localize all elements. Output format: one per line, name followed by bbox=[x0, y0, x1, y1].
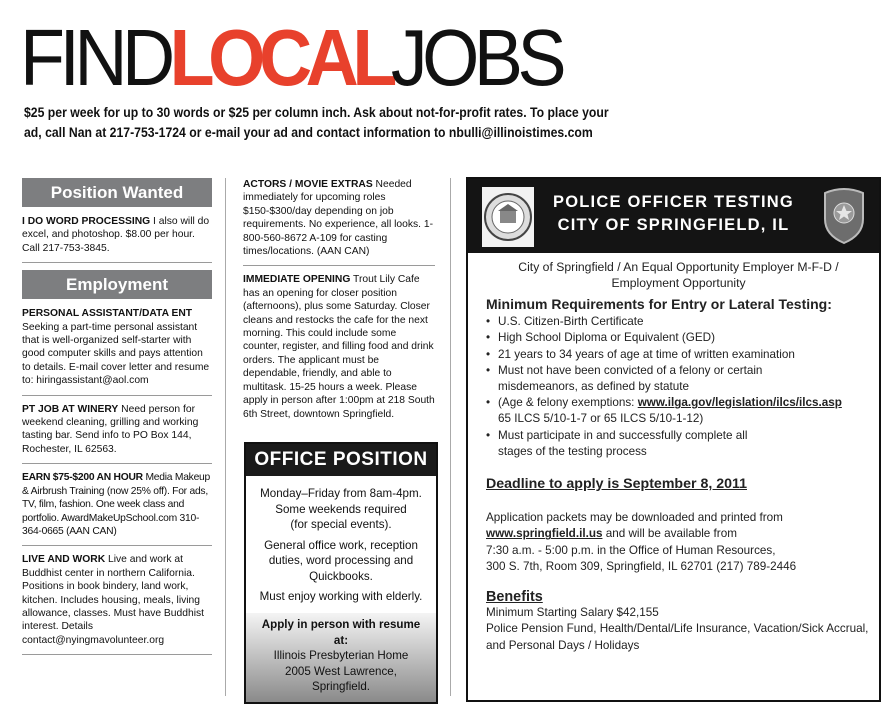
employer-line-2: Employment Opportunity bbox=[611, 276, 746, 290]
ad-lead: PT JOB AT WINERY bbox=[22, 403, 119, 415]
column-divider bbox=[225, 178, 226, 696]
employer-statement bbox=[486, 259, 871, 291]
police-ad-body bbox=[486, 259, 871, 654]
employer-line-1: City of Springfield / An Equal Opportunity Employer M-F-D / bbox=[518, 260, 839, 274]
column-divider bbox=[450, 178, 451, 696]
ad-lead: LIVE AND WORK bbox=[22, 554, 106, 566]
ad-body: Seeking a part-time personal assistant that is well-organized self-starter with good computer skills and pays attention to details. E-mail cover letter and resume to: hiringassistant@aol.com bbox=[22, 321, 210, 387]
felony-line-2: misdemeanors, as defined by statute bbox=[498, 380, 690, 394]
stages-line-1: • Must participate in and successfully complete all bbox=[498, 428, 748, 442]
benefits-heading: Benefits bbox=[486, 589, 543, 606]
application-info bbox=[486, 510, 871, 575]
ad-lead: I DO WORD PROCESSING bbox=[22, 216, 151, 227]
police-testing-ad bbox=[466, 177, 881, 702]
city-seal-icon bbox=[482, 187, 534, 247]
ad-body: Needed immediately for upcoming roles $150-$300/day depending on job requirements. No experience, all looks. 1-800-560-8672 A-109 for casting times/locations. (AAN CAN) bbox=[243, 179, 434, 258]
exemptions-statutes: 65 ILCS 5/10-1-7 or 65 ILCS 5/10-1-12) bbox=[498, 412, 704, 426]
ilga-link[interactable]: www.ilga.gov/legislation/ilcs/ilcs.asp bbox=[637, 396, 842, 410]
employment-heading: Employment bbox=[22, 270, 212, 299]
classified-ad bbox=[22, 215, 212, 263]
classifieds-column-1 bbox=[22, 178, 212, 662]
classified-ad bbox=[243, 273, 435, 427]
felony-line-1: • Must not have been convicted of a felony or certain bbox=[498, 363, 763, 377]
office-apply-box bbox=[246, 613, 436, 702]
office-ad-title: OFFICE POSITION bbox=[246, 444, 436, 476]
ad-body: Trout Lily Cafe has an opening for closer position (afternoons), plus some Saturday. Closer cleans and restocks the cafe for the next morning. This could include some counter, register, and filling food and drink orders. The applicant must be dependable, friendly, and able to multitask. 15-25 hours a week. Please apply in person after 1:00pm at 218 South 6th Street, downtown Springfield. bbox=[243, 274, 435, 420]
office-city: Springfield. bbox=[311, 680, 370, 693]
springfield-link[interactable]: www.springfield.il.us bbox=[486, 527, 603, 541]
office-apply: Apply in person with resume at: bbox=[261, 618, 421, 647]
ad-lead: ACTORS / MOVIE EXTRAS bbox=[243, 179, 373, 190]
police-ad-title bbox=[538, 191, 809, 237]
police-ad-header bbox=[468, 179, 879, 253]
classified-ad bbox=[22, 471, 212, 546]
classified-ad bbox=[243, 178, 435, 266]
list-item: • 21 years to 34 years of age at time of written examination bbox=[486, 347, 871, 363]
app-line-1: Application packets may be downloaded and printed from bbox=[486, 511, 783, 525]
office-duties: General office work, reception duties, word processing and Quickbooks. bbox=[264, 538, 418, 583]
deadline: Deadline to apply is September 8, 2011 bbox=[486, 476, 747, 493]
pension-line-2: and Personal Days / Holidays bbox=[486, 638, 640, 652]
requirements-heading: Minimum Requirements for Entry or Lateral Testing: bbox=[486, 296, 832, 312]
office-street: 2005 West Lawrence, bbox=[285, 664, 397, 678]
title-find: FIND bbox=[20, 13, 170, 102]
office-org: Illinois Presbyterian Home bbox=[273, 649, 409, 662]
intro-line-1: $25 per week for up to 30 words or $25 per column inch. Ask about not-for-profit rates. To place your bbox=[24, 105, 609, 120]
classified-ad bbox=[22, 307, 212, 395]
list-item bbox=[486, 395, 871, 427]
office-special: (for special events). bbox=[290, 518, 392, 531]
classified-ad bbox=[22, 403, 212, 465]
ad-body: I also will do excel, and photoshop. $8.00 per hour. Call 217-753-3845. bbox=[22, 216, 210, 254]
intro-line-2: ad, call Nan at 217-753-1724 or e-mail your ad and contact information to nbulli@illinoistimes.com bbox=[24, 125, 593, 140]
ad-body: Need person for weekend cleaning, grilling and working tasting bar. Send info to PO Box 144, Rochester, IL 62563. bbox=[22, 403, 199, 455]
ad-lead: PERSONAL ASSISTANT/DATA ENT bbox=[22, 308, 193, 320]
list-item bbox=[486, 363, 871, 395]
list-item bbox=[486, 428, 871, 460]
salary: Minimum Starting Salary $42,155 bbox=[486, 606, 659, 620]
ad-body: Media Makeup & Airbrush Training (now 25% off). For ads, TV, film, fashion. One week class and portfolio. AwardMakeUpSchool.com 310-364-0665 (AAN CAN) bbox=[22, 472, 210, 537]
pension-line-1: Police Pension Fund, Health/Dental/Life Insurance, Vacation/Sick Accrual, bbox=[486, 622, 869, 636]
app-line-4: 300 S. 7th, Room 309, Springfield, IL 62701 (217) 789-2446 bbox=[486, 559, 797, 573]
police-title-line-2: CITY OF SPRINGFIELD, IL bbox=[557, 216, 790, 234]
app-line-3: 7:30 a.m. - 5:00 p.m. in the Office of Human Resources, bbox=[486, 543, 776, 557]
list-item: • High School Diploma or Equivalent (GED) bbox=[486, 330, 871, 346]
stages-line-2: stages of the testing process bbox=[498, 444, 647, 458]
app-line-2: and will be available from bbox=[602, 527, 737, 541]
office-elderly: Must enjoy working with elderly. bbox=[259, 590, 423, 603]
exemptions-lead: (Age & felony exemptions: bbox=[498, 396, 638, 410]
rates-intro bbox=[24, 103, 672, 143]
list-item: • U.S. Citizen-Birth Certificate bbox=[486, 314, 871, 330]
ad-lead: IMMEDIATE OPENING bbox=[243, 274, 351, 286]
ad-body: Live and work at Buddhist center in northern California. Positions in book bindery, land work, kitchen. Includes housing, meals, living allowance, classes. Must have Buddhist interest. Details contact@nyingmavolunteer.org bbox=[22, 554, 205, 646]
office-weekends: Some weekends required bbox=[275, 502, 407, 516]
page-title bbox=[20, 13, 562, 102]
ad-lead: EARN $75-$200 AN HOUR bbox=[22, 472, 143, 484]
classifieds-column-2 bbox=[243, 178, 435, 435]
classified-ad bbox=[22, 553, 212, 655]
title-jobs: JOBS bbox=[390, 13, 562, 102]
office-hours: Monday–Friday from 8am-4pm. bbox=[260, 487, 422, 500]
title-local: LOCAL bbox=[169, 13, 391, 102]
office-position-ad bbox=[244, 442, 438, 704]
requirements-list bbox=[486, 314, 871, 460]
police-title-line-1: POLICE OFFICER TESTING bbox=[553, 193, 794, 211]
police-badge-icon bbox=[821, 185, 867, 245]
position-wanted-heading: Position Wanted bbox=[22, 178, 212, 207]
